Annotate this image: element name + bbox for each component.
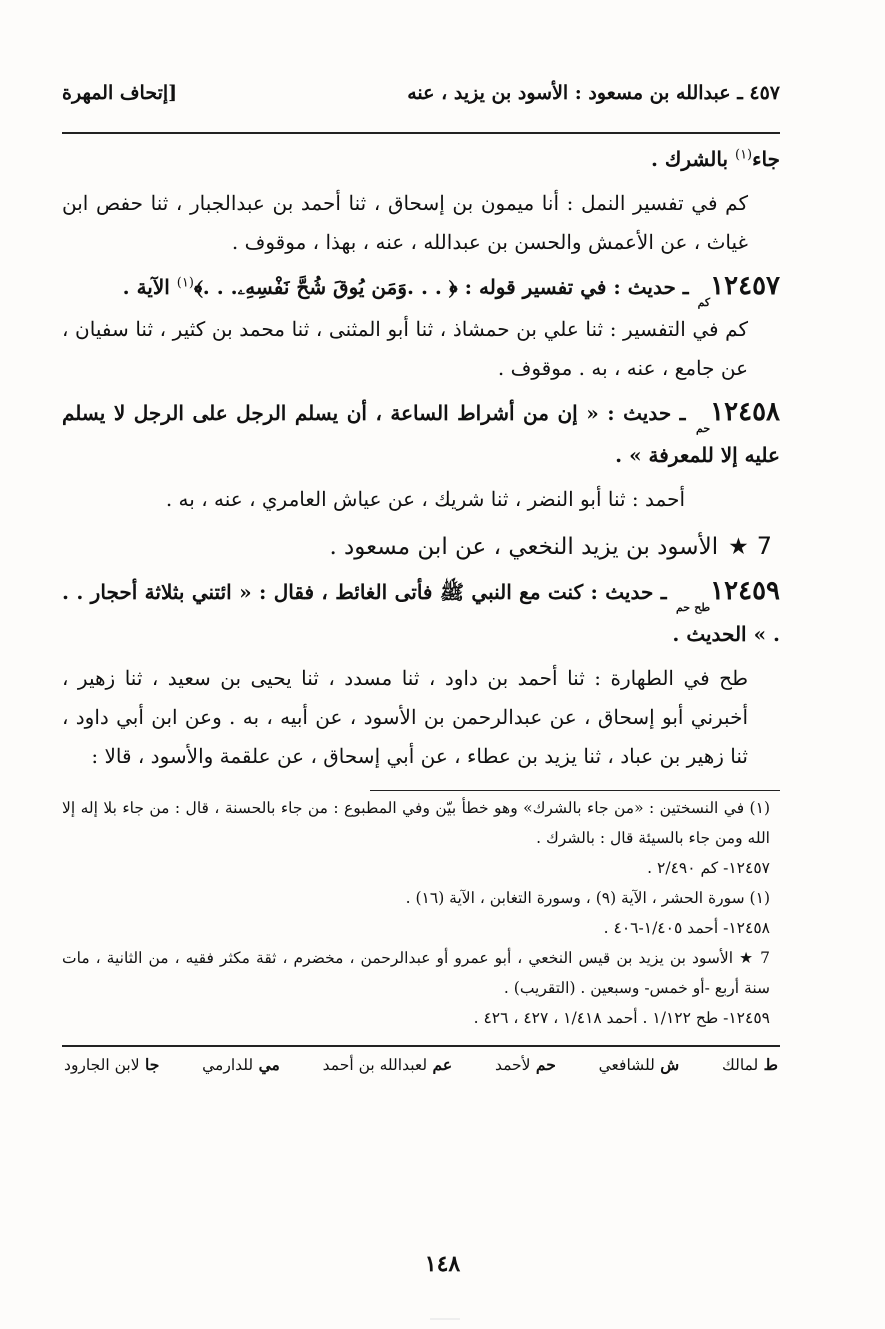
page-number: ١٤٨	[424, 1251, 461, 1277]
section-heading	[62, 527, 772, 567]
footnote-ref: (١)	[176, 275, 194, 291]
paragraph-continuation: جاء$^{(١)}$ بالشرك .	[650, 147, 780, 171]
hadith-entry-12459: $١٢٤٥٩_{طح حم}$ ـ حديث : كنت مع النبي ﷺ فأتى الغائط ، فقال : « ائتني بثلاثة أحجار . . . » الحديث .	[62, 576, 780, 646]
footnote-item: ١٢٤٥٧- كم ٢/٤٩٠ .	[647, 859, 770, 877]
footnote-item: (١) في النسختين : «من جاء بالشرك» وهو خطأ بيّن وفي المطبوع : من جاء بالحسنة ، قال : من جاء بلا إله إلا الله ومن جاء بالسيئة قال : بالشرك .	[62, 799, 770, 847]
abbreviation-item: ش للشافعي	[598, 1055, 680, 1074]
paragraph-source: أحمد : ثنا أبو النضر ، ثنا شريك ، عن عياش العامري ، عنه ، به .	[165, 487, 685, 511]
paragraph-source: طح في الطهارة : ثنا أحمد بن داود ، ثنا مسدد ، ثنا يحيى بن سعيد ، ثنا زهير ، أخبرني أبو إسحاق ، عن عبدالرحمن بن الأسود ، عن أبيه ، به . وعن ابن أبي داود ، ثنا زهير بن عباد ، ثنا يزيد بن عطاء ، عن أبي إسحاق ، عن علقمة والأسود ، قالا :	[62, 666, 749, 768]
section-number: 7	[756, 532, 772, 560]
hadith-source-code: حم	[696, 422, 711, 435]
footnote-item: ١٢٤٥٩- طح ١/١٢٢ . أحمد ١/٤١٨ ، ٤٢٧ ، ٤٢٦ .	[473, 1009, 770, 1027]
star-icon: ★	[728, 534, 749, 560]
main-text	[62, 140, 780, 776]
abbreviation-item: عم لعبدالله بن أحمد	[322, 1055, 453, 1074]
running-header	[62, 82, 780, 116]
section-title: الأسود بن يزيد النخعي ، عن ابن مسعود .	[329, 534, 719, 560]
footnotes	[62, 793, 780, 1033]
footnote-item: 7 ★ الأسود بن يزيد بن قيس النخعي ، أبو عمرو أو عبدالرحمن ، مخضرم ، ثقة مكثر فقيه ، من الثانية ، مات سنة أربع -أو خمس- وسبعين . (التقريب) .	[62, 949, 770, 997]
abbreviation-item: ط لمالك	[722, 1055, 778, 1074]
header-book-title: [إتحاف المهرة	[62, 82, 178, 104]
paragraph-source: كم في تفسير النمل : أنا ميمون بن إسحاق ، ثنا أحمد بن عبدالجبار ، ثنا حفص ابن غياث ، عن الأعمش والحسن بن عبدالله ، عنه ، بهذا ، موقوف .	[62, 191, 748, 254]
paragraph-source: كم في التفسير : ثنا علي بن حمشاذ ، ثنا أبو المثنى ، ثنا محمد بن كثير ، ثنا سفيان ، عن جامع ، عنه ، به . موقوف .	[62, 317, 748, 380]
quran-quote: ﴿ . . .وَمَن يُوقَ شُحَّ نَفْسِهِۦ. . .﴾	[193, 275, 458, 299]
page	[62, 82, 780, 1074]
hadith-number: ١٢٤٥٩	[710, 576, 780, 606]
hadith-number: ١٢٤٥٨	[710, 397, 780, 427]
scan-mark	[430, 1318, 460, 1320]
abbreviation-item: جا لابن الجارود	[64, 1055, 160, 1074]
hadith-source-code: كم	[697, 296, 711, 309]
abbreviation-item: مي للدارمي	[202, 1055, 280, 1074]
hadith-entry-12458: $١٢٤٥٨_{حم}$ ـ حديث : « إن من أشراط الساعة ، أن يسلم الرجل على الرجل لا يسلم عليه إلا للمعرفة » .	[62, 397, 780, 467]
abbreviation-item: حم لأحمد	[494, 1055, 556, 1074]
footnote-item: (١) سورة الحشر ، الآية (٩) ، وسورة التغابن ، الآية (١٦) .	[405, 889, 770, 907]
footnote-rule	[370, 790, 780, 791]
header-chapter-title: ٤٥٧ ـ عبدالله بن مسعود : الأسود بن يزيد ، عنه	[407, 82, 780, 104]
abbreviation-rule	[62, 1045, 780, 1047]
header-rule	[62, 132, 780, 134]
hadith-source-code: طح حم	[675, 601, 711, 614]
hadith-entry-12457: $١٢٤٥٧_{كم}$ ـ حديث : في تفسير قوله : ﴿ . . .وَمَن يُوقَ شُحَّ نَفْسِهِۦ. . .﴾$^{(١)}$ الآية .	[122, 271, 780, 309]
footnote-item: ١٢٤٥٨- أحمد ١/٤٠٥-٤٠٦ .	[603, 919, 770, 937]
hadith-number: ١٢٤٥٧	[710, 271, 780, 301]
abbreviation-legend	[62, 1055, 780, 1074]
footnote-ref: (١)	[734, 147, 753, 163]
